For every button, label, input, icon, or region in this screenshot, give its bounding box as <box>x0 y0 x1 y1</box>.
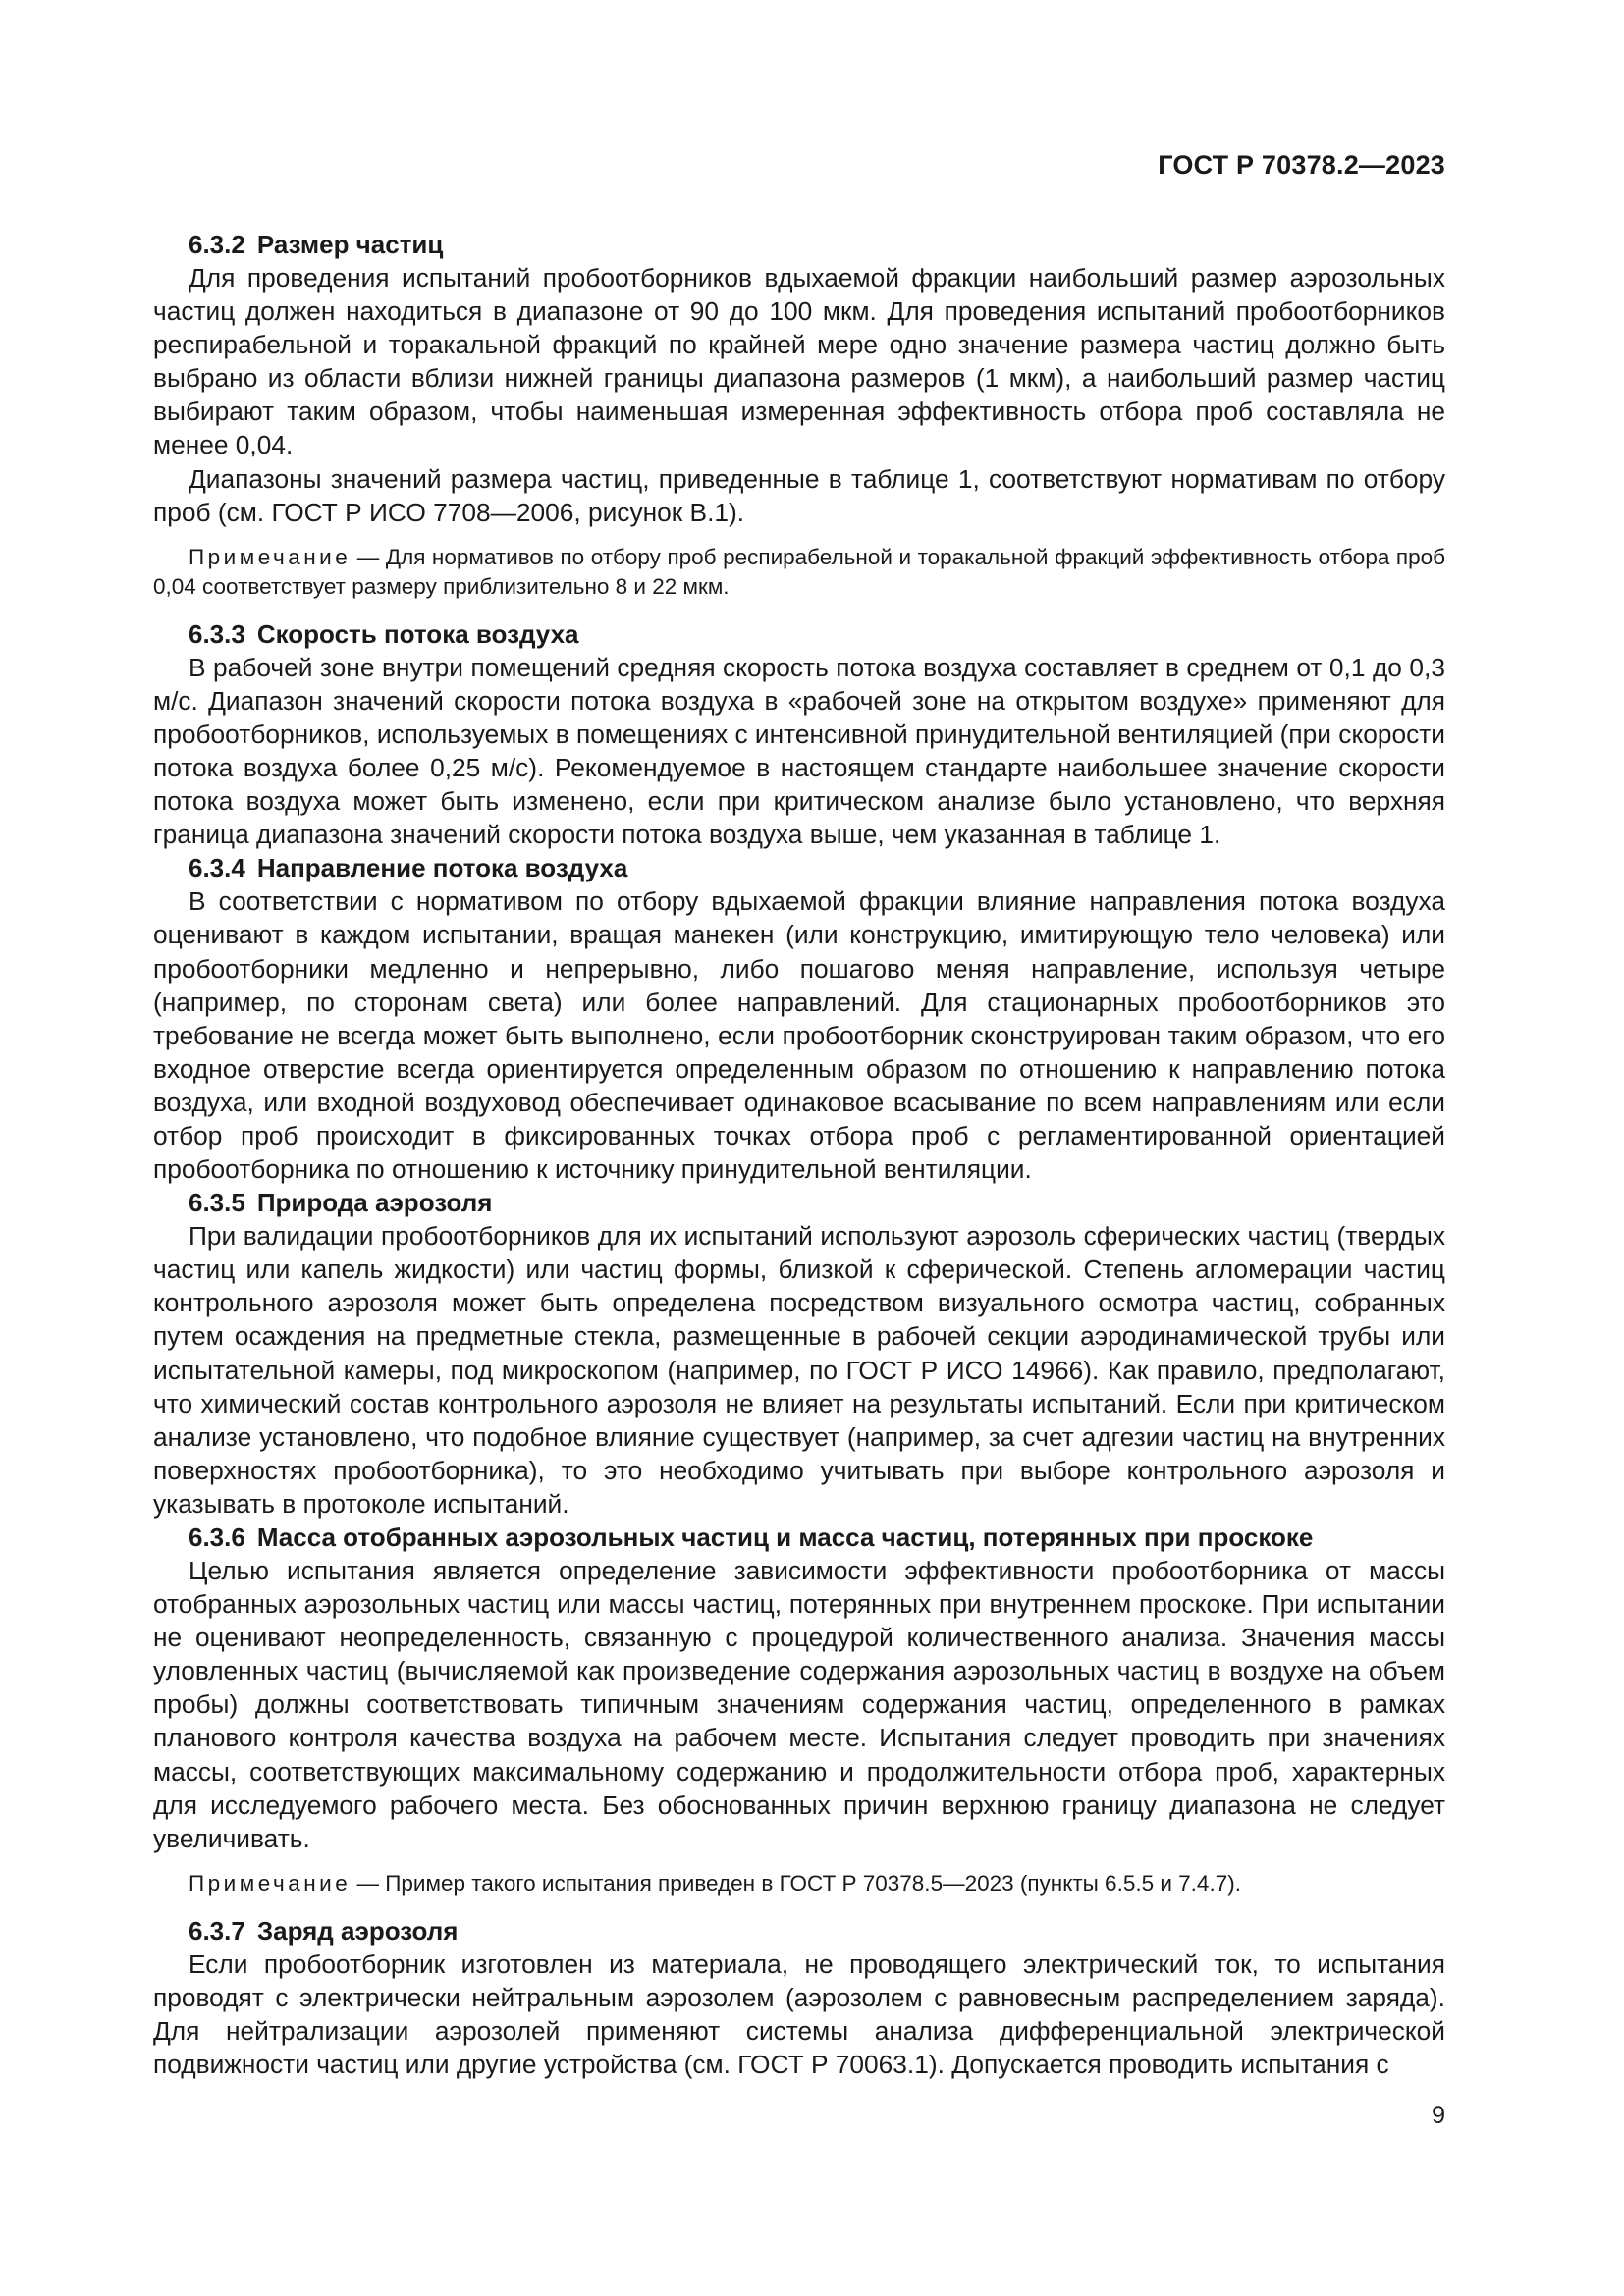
section-heading <box>153 617 1445 651</box>
section-title: Заряд аэрозоля <box>256 1915 459 1946</box>
section-title: Скорость потока воздуха <box>256 618 579 649</box>
section-number: 6.3.6 <box>189 1522 245 1552</box>
paragraph: Для проведения испытаний пробоотборников вдыхаемой фракции наибольший размер аэрозольных частиц должен находиться в диапазоне от 90 до 100 мкм. Для проведения испытаний пробоотборников респирабельной и торакальной фракций по крайней мере одно значение размера частиц должно быть выбрано из области вблизи нижней границы диапазона размеров (1 мкм), а наибольший размер частиц выбирают таким образом, чтобы наименьшая измеренная эффективность отбора проб составляла не менее 0,04. <box>153 263 1445 460</box>
section-heading <box>153 228 1445 261</box>
section-title: Направление потока воздуха <box>256 853 628 883</box>
section-number: 6.3.3 <box>189 618 245 649</box>
section-heading <box>153 1186 1445 1219</box>
paragraph: Если пробоотборник изготовлен из материала, не проводящего электрический ток, то испытания проводят с электрически нейтральным аэрозолем (аэрозолем с равновесным распределением заряда). Для нейтрализации аэрозолей применяют системы анализа дифференциальной электрической подвижности частиц или другие устройства (см. ГОСТ Р 70063.1). Допускается проводить испытания с <box>153 1949 1445 2080</box>
section-heading <box>153 1521 1445 1554</box>
paragraph: В рабочей зоне внутри помещений средняя скорость потока воздуха составляет в среднем от 0,1 до 0,3 м/с. Диапазон значений скорости потока воздуха в «рабочей зоне на открытом воздухе» применяют для пробоотборников, используемых в помещениях с интенсивной принудительной вентиляцией (при скорости потока воздуха более 0,25 м/с). Рекомендуемое в настоящем стандарте наибольшее значение скорости потока воздуха может быть изменено, если при критическом анализе было установлено, что верхняя граница диапазона значений скорости потока воздуха выше, чем указанная в таблице 1. <box>153 652 1445 850</box>
section-number: 6.3.2 <box>189 230 245 259</box>
section-number: 6.3.7 <box>189 1915 245 1946</box>
paragraph: Диапазоны значений размера частиц, приведенные в таблице 1, соответствуют нормативам по отбору проб (см. ГОСТ Р ИСО 7708—2006, рисунок В.1). <box>153 463 1445 527</box>
section-title: Размер частиц <box>256 230 444 259</box>
note <box>153 543 1445 602</box>
page-number: 9 <box>1432 2102 1445 2129</box>
document-id: ГОСТ Р 70378.2—2023 <box>1158 150 1445 180</box>
section-heading <box>153 1914 1445 1948</box>
section-number: 6.3.5 <box>189 1188 245 1218</box>
paragraph: При валидации пробоотборников для их испытаний используют аэрозоль сферических частиц (твердых частиц или капель жидкости) или частиц формы, близкой к сферической. Степень агломерации частиц контрольного аэрозоля может быть определена посредством визуального осмотра частиц, собранных путем осаждения на предметные стекла, размещенные в рабочей секции аэродинамической трубы или испытательной камеры, под микроскопом (например, по ГОСТ Р ИСО 14966). Как правило, предполагают, что химический состав контрольного аэрозоля не влияет на результаты испытаний. Если при критическом анализе установлено, что подобное влияние существует (например, за счет адгезии частиц на внутренних поверхностях пробоотборника), то это необходимо учитывать при выборе контрольного аэрозоля и указывать в протоколе испытаний. <box>153 1221 1445 1519</box>
section-number: 6.3.4 <box>189 853 245 883</box>
note-text: — Пример такого испытания приведен в ГОСТ Р 70378.5—2023 (пункты 6.5.5 и 7.4.7). <box>351 1870 1241 1896</box>
section-title: Природа аэрозоля <box>256 1188 493 1218</box>
note-label: Примечание <box>189 1870 352 1896</box>
note <box>153 1869 1445 1898</box>
note-label: Примечание <box>189 544 352 569</box>
paragraph: Целью испытания является определение зависимости эффективности пробоотборника от массы отобранных аэрозольных частиц или массы частиц, потерянных при внутреннем проскоке. При испытании не оценивают неопределенность, связанную с процедурой количественного анализа. Значения массы уловленных частиц (вычисляемой как произведение содержания аэрозольных частиц в воздухе на объем пробы) должны соответствовать типичным значениям содержания частиц, определенного в рамках планового контроля качества воздуха на рабочем месте. Испытания следует проводить при значениях массы, соответствующих максимальному содержанию и продолжительности отбора проб, характерных для исследуемого рабочего места. Без обоснованных причин верхнюю границу диапазона не следует увеличивать. <box>153 1556 1445 1853</box>
section-6-3-5 <box>153 1186 1445 1521</box>
note-text: — Для нормативов по отбору проб респирабельной и торакальной фракций эффективность отбора проб 0,04 соответствует размеру приблизительно 8 и 22 мкм. <box>153 544 1445 599</box>
section-6-3-2 <box>153 228 1445 602</box>
section-6-3-6 <box>153 1521 1445 1898</box>
section-6-3-3 <box>153 617 1445 852</box>
section-title: Масса отобранных аэрозольных частиц и масса частиц, потерянных при проскоке <box>256 1522 1314 1552</box>
paragraph: В соответствии с нормативом по отбору вдыхаемой фракции влияние направления потока воздуха оценивают в каждом испытании, вращая манекен (или конструкцию, имитирующую тело человека) или пробоотборники медленно и непрерывно, либо пошагово меняя направление, используя четыре (например, по сторонам света) или более направлений. Для стационарных пробоотборников это требование не всегда может быть выполнено, если пробоотборник сконструирован таким образом, что его входное отверстие всегда ориентируется определенным образом по отношению к направлению потока воздуха, или входной воздуховод обеспечивает одинаковое всасывание по всем направлениям или если отбор проб происходит в фиксированных точках отбора проб с регламентированной ориентацией пробоотборника по отношению к источнику принудительной вентиляции. <box>153 886 1445 1185</box>
section-heading <box>153 851 1445 884</box>
section-6-3-4 <box>153 851 1445 1186</box>
page-content <box>153 228 1445 2081</box>
section-6-3-7 <box>153 1914 1445 2081</box>
